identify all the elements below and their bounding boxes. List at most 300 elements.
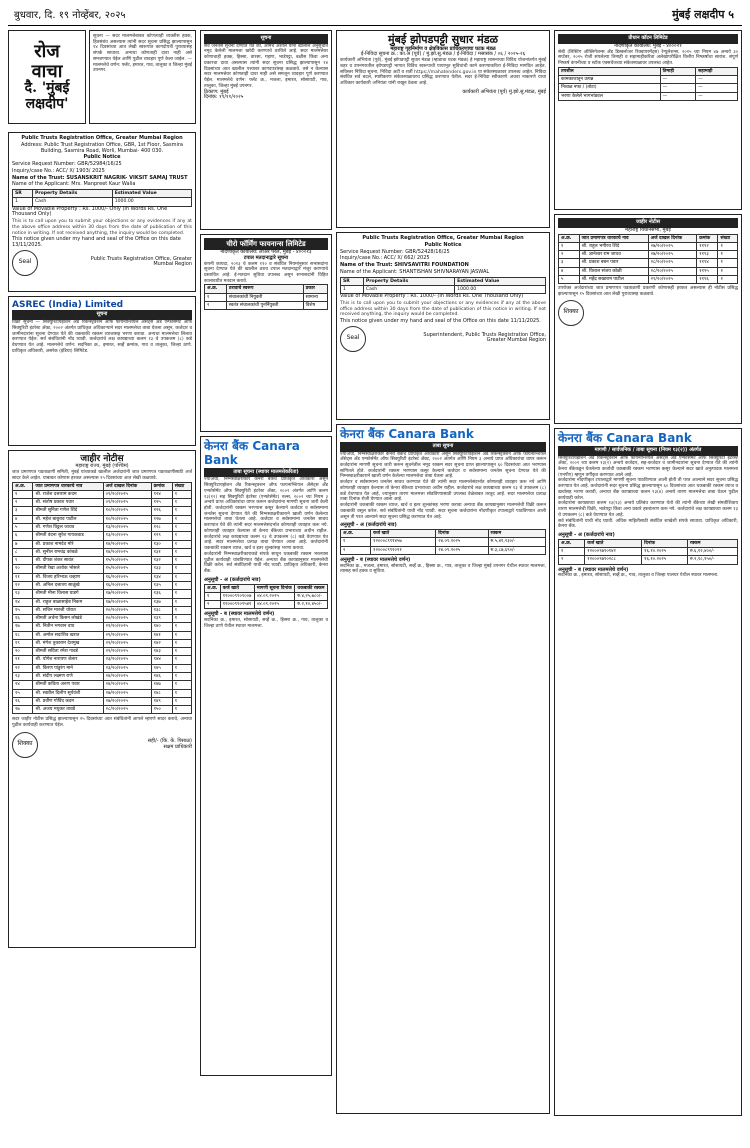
notice-title: Public Notice [424, 241, 462, 248]
table-header: प्रकार [303, 285, 327, 293]
table-cell: २९/१०/२०२५ [648, 275, 697, 283]
table-cell: ०४.०९.२०२५ [254, 592, 294, 600]
table-cell: श्री. राजेश दत्ताराम कदम [33, 490, 103, 498]
table-cell: श्रीमती रेखा अशोक भोसले [33, 565, 103, 573]
table-cell: २ [341, 546, 371, 554]
table-cell: श्री. सुनील रामचंद्र कांबळे [33, 548, 103, 556]
table-cell: ३ [559, 259, 580, 267]
table-cell: ४ [13, 515, 33, 523]
table-header: कर्ज खाते [371, 530, 436, 538]
applicant-row [559, 259, 738, 267]
zopadpatti-notice: मुंबई झोपडपट्टी सुधार मंडळ महाराष्ट्र गृहनिर्माण व क्षेत्रविकास प्राधिकरणाचा घटक मंडळ ई-निविदा सूचना क्र.: का.अ (पूर्व) / मुं.झो.सु.मंडळ / ई-निविदा / मसासंक / ०६ / २०२५-२६ कार्यकारी अभियंता (पूर्व), मुंबई झोपडपट्टी सुधार मंडळ (म्हाडाचा घटक मंडळ) हे महाराष्ट्र शासनाच्या विविध योजनांतर्गत मुंबई शहर व उपनगरातील झोपडपट्टी भागात विविध स्वरूपाची पायाभूत सुविधांची कामे करण्याकरिता ई-निविदा मागवित आहेत. सविस्तर निविदा सूचना, निविदा अटी व शर्ती https://mahatenders.gov.in या संकेतस्थळावर उपलब्ध आहेत. निविदा संबंधित सर्व बदल, स्पष्टीकरण संकेतस्थळावरच प्रसिद्ध करण्यात येतील. सदर ई-निविदा स्वीकारणे अथवा नाकारणे याचा अधिकार कार्यकारी अभियंता यांनी राखून ठेवला आहे. कार्यकारी अभियंता (पूर्व) मुं.झो.सु.मंडळ, मुंबई [336, 30, 550, 228]
table-cell: ०४.०९.२०२५ [254, 601, 294, 609]
property-table: SR Property Details Estimated Value 1 Cash 1000.00 [340, 277, 546, 295]
column-1 [8, 30, 196, 952]
public-notice-susankrit: Public Trusts Registration Office, Greater Mumbai Region Address: Public Trust Registration Office, GBR, 1st Floor, Sasmira Building, Sasmira Road, Worli, Mumbai- 400 030. Public Notice Service Request Number: GBR/52984/16/25 Inquiry/case No.: ACC/ X/ 1903/ 2025 Name of the Trust: SUSANSKRIT NAGRIK- VIKSIT SAMAJ TRUST Name of the Applicant: Mrs. Manpreet Kaur Walia SR Property Details Estimated Value 1 Cash 1000.00 Value of Movable Property : Rs. 1000/- Only (In Words Rs. One Thousand Only) This is to call upon you to submit your objections or any evidences if any at the above office address within 30 days from the date of publication of this notice in writing. If not received anything, the inquiry would be completed. This notice given under my hand and seal of the Office on this date 13/11/2025. Seal Public Trusts Registration Office, Greater Mumbai Region [8, 132, 196, 292]
table-header: अ.क्र. [205, 584, 221, 592]
table-cell: ९ [13, 557, 33, 565]
table-cell: १ [718, 275, 738, 283]
table-cell: ४ [559, 267, 580, 275]
canara-right-anusuchi-a: अनुसूची - अ (कर्जदारांचे नाव) [558, 532, 615, 539]
table-cell: १८ [13, 631, 33, 639]
table-cell: १६/१०/२०२५ [103, 581, 151, 589]
table-cell: श्री. राहुल भगीरथ शिंदे [579, 242, 648, 250]
jahir-right-seal: शिक्का [558, 300, 584, 326]
table-cell: ०९/१०/२०२५ [103, 499, 151, 507]
canara-right-bar: मागणी / सार्वजनिक / ताबा सूचना (नियम १३(२)) अंतर्गत [558, 446, 738, 456]
issued-line: This notice given under my hand and seal of the Office on this date 11/11/2025. [340, 318, 541, 325]
canara-center-table [340, 529, 546, 555]
table-cell: १ [172, 631, 191, 639]
jahir-sign: सही/- (कि. के. पिसाळ) [147, 738, 192, 745]
jahir-notice-left: जाहीर नोटीस महाराष्ट्र राज्य, मुंबई (पश्चिम) जात प्रमाणपत्र पडताळणी समिती, मुंबई यांच्याकडे खालील अर्जदारांनी जात प्रमाणपत्र पडताळणीसाठी अर्ज सादर केले आहेत. याबाबत कोणास हरकत असल्यास १५ दिवसांच्या आत लेखी कळवावे. अ.क्र. जात प्रमाणपत्र धारकाचे नाव अर्ज दाखल दिनांक क्रमांक संख्या १ श्री. राजेश दत्ताराम कदम ०९/१०/२०२५ १२४ १ २ श्री. संतोष प्रकाश पवार ०९/१०/२०२५ १२५ १ ३ श्रीमती सुनिता गणेश शिंदे १०/१०/२०२५ १२६ १ ४ श्री. महेश बाबुराव पाटील १०/१०/२०२५ १२७ १ ५ श्री. गणेश विठ्ठल जाधव १३/१०/२०२५ १२८ १ ६ श्रीमती वंदना सुरेश गायकवाड १३/१०/२०२५ १२९ १ ७ श्री. प्रकाश नामदेव मोरे १४/१०/२०२५ १३० १ ८ श्री. सुनील रामचंद्र कांबळे १४/१०/२०२५ १३१ १ ९ श्री. दीपक शंकर सावंत १५/१०/२०२५ १३२ १ १० श्रीमती रेखा अशोक भोसले १५/१०/२०२५ १३३ १ ११ श्री. विजय हरिभाऊ चव्हाण १६/१०/२०२५ १३४ १ १२ श्री. अनिल दत्तात्रय साळुंखे १६/१०/२०२५ १३५ १ १३ श्रीमती मीना विलास घाडगे १७/१०/२०२५ १३६ १ १४ श्री. राहुल बाळासाहेब निकम १७/१०/२०२५ १३७ १ १५ श्री. सचिन मारुती थोरात २०/१०/२०२५ १३८ १ १६ श्रीमती अर्चना किसन लोखंडे २०/१०/२०२५ १३९ १ १७ श्री. नितीन भगवान वाघ २१/१०/२०२५ १४० १ १८ श्री. अमोल सदाशिव खरात २१/१०/२०२५ १४१ १ १९ श्री. मंगेश तुकाराम देशमुख २२/१०/२०२५ १४२ १ २० श्रीमती सविता रमेश गावडे २२/१०/२०२५ १४३ १ २१ श्री. योगेश नारायण शेलार २३/१०/२०२५ १४४ १ २२ श्री. किरण पांडुरंग माने २३/१०/२०२५ १४५ १ २३ श्री. संदीप लक्ष्मण राणे २४/१०/२०२५ १४६ १ २४ श्रीमती कविता अरुण पवार २४/१०/२०२५ १४७ १ २५ श्री. स्वप्नील दिलीप सूर्यवंशी २७/१०/२०२५ १४८ १ २६ श्री. प्रवीण गोविंद कदम २७/१०/२०२५ १४९ १ २७ श्री. अजय मधुकर तावडे २८/१०/२०२५ १५० १ सदर जाहीर नोटीस प्रसिद्ध झाल्यापासून १५ दिवसांच्या आत संबंधितांनी आपले म्हणणे सादर करावे, अन्यथा पुढील कार्यवाही करण्यात येईल. शिक्का सही/- (कि. के. पिसाळ) सक्षम प्राधिकारी [8, 450, 196, 948]
table-cell: १ [172, 656, 191, 664]
table-cell: १४५ [151, 664, 172, 672]
table-cell: २३/१०/२०२५ [103, 664, 151, 672]
inquiry-number: Inquiry/case No.: ACC/ X/ 662/ 2025 [340, 255, 430, 262]
table-cell: रु.३,८७,६९०/- [488, 546, 545, 554]
applicant-row [13, 689, 192, 697]
table-cell: १०/१०/२०२५ [103, 507, 151, 515]
canara-mid-anusuchi-a: अनुसूची - अ (कर्जदारांचे नाव) [204, 576, 261, 583]
table-header: अ.क्र. [559, 234, 580, 242]
pridhan-subtitle: नोंदणीकृत कार्यालय: मुंबई - ४०००२१ [614, 42, 682, 49]
table-cell: २७/१०/२०२५ [103, 697, 151, 705]
table-cell: ८ [13, 548, 33, 556]
seal-stamp: Seal [12, 250, 38, 276]
applicant-row [13, 631, 192, 639]
table-cell: १० [13, 565, 33, 573]
canara-center-bar: ताबा सूचना [340, 442, 546, 452]
table-cell: श्री. संदीप लक्ष्मण राणे [33, 673, 103, 681]
table-header: क्रमांक [151, 482, 172, 490]
table-cell: १६.१०.२०२५ [642, 556, 688, 564]
table-header: संख्या [718, 234, 738, 242]
table-cell: १२०००९९०९००७ [220, 592, 254, 600]
notice-title: Public Notice [83, 154, 121, 161]
table-cell: १ [172, 523, 191, 531]
applicant-row [13, 573, 192, 581]
table-cell: श्री. विजय हरिभाऊ चव्हाण [33, 573, 103, 581]
canara-mid-anusuchi-b: अनुसूची - ब (स्थावर मालमत्तेचे वर्णन) [204, 611, 275, 618]
applicant-row [559, 275, 738, 283]
table-cell: १६.१०.२०२५ [642, 548, 688, 556]
movable-value: Value of Movable Property : Rs. 1000/- Only (In Words Rs. One Thousand Only) [12, 205, 168, 218]
table-cell: १ [172, 499, 191, 507]
table-header: कर्ज खाते [220, 584, 254, 592]
promo-area [8, 30, 196, 128]
table-cell: श्री. प्रकाश बबन पवार [579, 259, 648, 267]
table-cell: ११९४ [697, 259, 718, 267]
table-cell: ११९६ [697, 275, 718, 283]
table-cell: १३५ [151, 581, 172, 589]
table-cell: रु.२,९८,१५०/- [687, 556, 737, 564]
table-cell: १ [172, 515, 191, 523]
small-notice-top: सूचना — सदर मालमत्तेबाबत कोणत्याही व्यक्तीस हक्क, हितसंबंध असल्यास त्यांनी सदर सूचना प्रसिद्ध झाल्यापासून १४ दिवसांच्या आत लेखी स्वरूपात कागदोपत्री पुराव्यासह संपर्क साधावा. अन्यथा कोणताही दावा नाही असे समजण्यात येईल आणि पुढील व्यवहार पूर्ण केला जाईल. — मालमत्तेचे वर्णन: फ्लॅट, इमारत, गाव, तालुका व जिल्हा मुंबई उपनगर. [89, 30, 196, 124]
trust-name: Name of the Trust: SUSANSKRIT NAGRIK- VIKSIT SAMAJ TRUST [12, 174, 188, 181]
table-cell: १ [172, 507, 191, 515]
table-cell: ११९५ [697, 267, 718, 275]
table-cell: श्रीमती सविता रमेश गावडे [33, 648, 103, 656]
table-cell: श्रीमती अर्चना किसन लोखंडे [33, 615, 103, 623]
table-cell: १ [172, 615, 191, 623]
table-cell: १२०००८९९१४५७ [371, 538, 436, 546]
applicant-row [13, 490, 192, 498]
table-cell: १५ [13, 606, 33, 614]
table-cell: १२ [13, 581, 33, 589]
table-cell: १ [718, 267, 738, 275]
table-cell: १ [13, 490, 33, 498]
table-cell: १२०००८९९२०११ [371, 546, 436, 554]
table-cell: २४.०९.२०२५ [436, 546, 488, 554]
table-cell: रु.४,२५,७८०/- [295, 592, 328, 600]
applicant-row [13, 581, 192, 589]
jahir-right-title: जाहीर नोटीस [558, 218, 738, 228]
applicant-row [13, 548, 192, 556]
applicant-row [13, 681, 192, 689]
office-name: Public Trusts Registration Office, Greater Mumbai Region [362, 235, 524, 241]
pridhan-results-table: तपशील तिमाही सहामाही कामकाजातून उत्पन्न — — निव्वळ नफा / (तोटा) — — भरणा केलेले भागभांडवल — — [558, 67, 738, 101]
promo-box [8, 30, 86, 124]
table-cell: १४० [151, 623, 172, 631]
table-cell: १२९ [151, 532, 172, 540]
applicant-row [13, 664, 192, 672]
table-cell: १४ [13, 598, 33, 606]
cheering-name: चीरो फॉर्मिंग फायनान्स लिमिटेड [204, 238, 328, 250]
promo-line-1: रोज [34, 40, 60, 62]
table-cell: २०/१०/२०२५ [103, 615, 151, 623]
jahir-office: महाराष्ट्र राज्य, मुंबई (पश्चिम) [75, 463, 129, 470]
loan-row [559, 548, 738, 556]
table-cell: १ [341, 538, 371, 546]
table-cell: १ [559, 242, 580, 250]
applicant-row [13, 540, 192, 548]
table-cell: १७/१०/२०२५ [103, 590, 151, 598]
table-cell: १५० [151, 706, 172, 714]
table-cell: ७ [13, 540, 33, 548]
table-cell: १ [172, 623, 191, 631]
table-cell: रु.६,१२,४००/- [687, 548, 737, 556]
loan-row [559, 556, 738, 564]
canara-right-notice: केनरा बैंक Canara Bank मागणी / सार्वजनिक / ताबा सूचना (नियम १३(२)) अंतर्गत सिक्युरिटायझेशन अँड रिकन्स्ट्रक्शन ऑफ फायनान्शियल ॲसेट्स अँड एन्फोर्समेंट ऑफ सिक्युरिटी इंटरेस्ट ॲक्ट, २००२ च्या कलम १३(२) अन्वये कर्जदार, सह-कर्जदार व जामीनदारांना सूचना देण्यात येते की त्यांनी केनरा बँकेकडून घेतलेल्या कर्जाची थकबाकी रक्कम भरण्यास कसूर केल्याने सदर खाते अनुत्पादक मालमत्ता (एनपीए) म्हणून वर्गीकृत करण्यात आले आहे. कर्जदारांना नोंदणीकृत टपालाद्वारे मागणी सूचना पाठविण्यात आली होती ती परत आल्याने सदर सूचना प्रसिद्ध करण्यात येत आहे. कर्जदारांनी सदर सूचना प्रसिद्ध झाल्यापासून ६० दिवसांच्या आत थकबाकी रक्कम व्याज व खर्चासह भरणा करावी, अन्यथा बँक कायद्याच्या कलम १३(४) अन्वये तारण मालमत्तेचा ताबा घेऊन पुढील कार्यवाही करेल. कर्जदारांना कायद्याच्या कलम १३(१३) अन्वये प्रतिबंध करण्यात येतो की त्यांनी बँकेच्या लेखी संमतीशिवाय तारण मालमत्तेची विक्री, भाडेपट्टा किंवा अन्य प्रकारे हस्तांतरण करू नये. कर्जदारांचे लक्ष कायद्याच्या कलम १३ चे उपकलम (८) कडे वेधण्यात येत आहे. सर्व संबंधितांनी याची नोंद घ्यावी. अधिक माहितीसाठी संबंधित शाखेशी संपर्क साधावा. प्राधिकृत अधिकारी, केनरा बँक. अनुसूची - अ (कर्जदारांचे नाव) अ.क्र. कर्ज खाते दिनांक रक्कम १ १२०००९७९०१४२ १६.१०.२०२५ रु.६,१२,४००/- २ १२०००९७९०२८८ १६.१०.२०२५ रु.२,९८,१५०/- अनुसूची - ब (स्थावर मालमत्तेचे वर्णन) सदनिका क्र., इमारत, सोसायटी, सर्व्हे क्र., गाव, तालुका व जिल्हा पालघर येथील स्थावर मालमत्ता. [554, 428, 742, 1116]
table-cell: श्री. योगेश नारायण शेलार [33, 656, 103, 664]
table-cell: १२५ [151, 499, 172, 507]
table-cell: १ [172, 706, 191, 714]
cheering-table [204, 284, 328, 310]
table-cell: २ [559, 556, 585, 564]
table-cell: श्री. किरण पांडुरंग माने [33, 664, 103, 672]
table-header: अ.क्र. [559, 539, 585, 547]
table-cell: १ [172, 689, 191, 697]
table-cell: १३९ [151, 615, 172, 623]
pridhan-notice: प्रीधान कॉटन लिमिटेड नोंदणीकृत कार्यालय: मुंबई - ४०००२१ सेबी (लिस्टिंग ऑब्लिगेशन्स अँड डिस्क्लोजर रिक्वायरमेंट्स) रेग्युलेशन्स, २०१५ च्या नियम ४७ अन्वये ३० सप्टेंबर, २०२५ रोजी संपलेल्या तिमाही व सहामाहीकरिता अलेखापरीक्षित वित्तीय निष्कर्षांचा सारांश. संपूर्ण निष्कर्ष कंपनीच्या व स्टॉक एक्सचेंजच्या संकेतस्थळावर उपलब्ध आहेत. तपशील तिमाही सहामाही कामकाजातून उत्पन्न — — निव्वळ नफा / (तोटा) — — भरणा केलेले भागभांडवल — — [554, 30, 742, 210]
applicant-row [13, 557, 192, 565]
table-cell: २८/१०/२०२५ [103, 706, 151, 714]
asrec-logo: ASREC (India) Limited [12, 300, 124, 310]
table-cell: १७/१०/२०२५ [103, 598, 151, 606]
table-cell: २२ [13, 664, 33, 672]
cheering-address: नोंदणीकृत कार्यालय: लोअर परेल, मुंबई - ४०००१३ [220, 249, 312, 256]
table-cell: ३ [13, 507, 33, 515]
table-cell: १ [718, 259, 738, 267]
table-cell: १ [559, 548, 585, 556]
table-cell: १३/१०/२०२५ [103, 523, 151, 531]
loan-row [205, 601, 328, 609]
jahir-sign-office: सक्षम प्राधिकारी [163, 743, 192, 750]
table-cell: रु.५,४१,२३०/- [488, 538, 545, 546]
table-cell: श्रीमती सुनिता गणेश शिंदे [33, 507, 103, 515]
applicant-row [13, 507, 192, 515]
table-header: रक्कम [687, 539, 737, 547]
table-header: कर्ज खाते [585, 539, 642, 547]
table-cell: २२/१०/२०२५ [103, 639, 151, 647]
table-cell: १४१ [151, 631, 172, 639]
applicant-row [13, 673, 192, 681]
table-cell: ०९/१०/२०२५ [103, 490, 151, 498]
table-cell: सामान्य [303, 293, 327, 301]
public-notice-shivsavitri: Public Trusts Registration Office, Greater Mumbai Region Public Notice Service Request Number: GBR/52428/16/25 Inquiry/case No.: ACC/ X/ 662/ 2025 Name of the Trust: SHIVSAVITRI FOUNDATION Name of the Applicant: SHANTISHAN SHIVNARAYAN JASWAL SR Property Details Estimated Value 1 Cash 1000.00 Value of Movable Property : Rs. 1000/- (In Words Rs. One Thousand Only) This is to call upon you to submit your objections or any evidences if any at the above office address within 30 days from the date of publication of this notice in writing. If not received anything, the inquiry would be completed. This notice given under my hand and seal of the Office on this date 11/11/2025. Seal Superintendent, Public Trusts Registration Office, Greater Mumbai Region [336, 232, 550, 420]
table-cell: २४.०९.२०२५ [436, 538, 488, 546]
table-cell: २ [205, 302, 227, 310]
table-cell: श्रीमती वंदना सुरेश गायकवाड [33, 532, 103, 540]
signoff: Superintendent, Public Trusts Registration Office, Greater Mumbai Region [423, 331, 546, 344]
table-cell: २८/१०/२०२५ [648, 267, 697, 275]
table-cell: १६/१०/२०२५ [103, 573, 151, 581]
table-cell: १४९ [151, 697, 172, 705]
applicant-name: Name of the Applicant: SHANTISHAN SHIVNARAYAN JASWAL [340, 268, 490, 275]
table-cell: २३/१०/२०२५ [103, 656, 151, 664]
table-cell: १५/१०/२०२५ [103, 565, 151, 573]
zopadpatti-title: मुंबई झोपडपट्टी सुधार मंडळ [388, 33, 498, 46]
table-cell: श्री. सचिन मारुती थोरात [33, 606, 103, 614]
applicant-row [13, 606, 192, 614]
table-cell: २०/१०/२०२५ [103, 606, 151, 614]
issued-line: This notice given under my hand and seal of the Office on this date 13/11/2025. [12, 236, 181, 249]
table-cell: १४६ [151, 673, 172, 681]
table-cell: १ [172, 490, 191, 498]
table-cell: ११ [13, 573, 33, 581]
zopadpatti-subtitle: महाराष्ट्र गृहनिर्माण व क्षेत्रविकास प्राधिकरणाचा घटक मंडळ [390, 45, 496, 52]
table-cell: २४ [13, 681, 33, 689]
promo-line-4: लक्षदीप' [25, 95, 69, 112]
table-cell: १ [172, 697, 191, 705]
table-cell: १६ [13, 615, 33, 623]
column-2 [200, 30, 332, 1080]
applicant-row [13, 648, 192, 656]
table-cell: १ [172, 565, 191, 573]
office-address: Address: Public Trust Registration Office, GBR, 1st Floor, Sasmira Building, Sasmira Road, Worli, Mumbai- 400 030. [21, 141, 183, 154]
table-cell: १४२ [151, 639, 172, 647]
table-header: अ.क्र. [341, 530, 371, 538]
table-cell: श्री. अनिल दत्तात्रय साळुंखे [33, 581, 103, 589]
applicant-row [13, 499, 192, 507]
table-cell: विशेष [303, 302, 327, 310]
table-cell: १४/१०/२०२५ [103, 540, 151, 548]
applicant-row [13, 523, 192, 531]
table-cell: श्री. गणेश विठ्ठल जाधव [33, 523, 103, 531]
property-table: SR Property Details Estimated Value 1 Cash 1000.00 [12, 189, 192, 207]
table-cell: श्रीमती कविता अरुण पवार [33, 681, 103, 689]
table-cell: २ [205, 601, 221, 609]
table-cell: १२०००९७९०२८८ [585, 556, 642, 564]
table-cell: १३३ [151, 565, 172, 573]
table-header: दिनांक [642, 539, 688, 547]
jahir-right-office: महाराष्ट्र विधानसभा, मुंबई [625, 226, 671, 233]
table-cell: १२०००९९०९५४१ [220, 601, 254, 609]
table-cell: १३४ [151, 573, 172, 581]
canara-logo: केनरा बैंक Canara Bank [558, 431, 692, 445]
table-cell: १४४ [151, 656, 172, 664]
office-name: Public Trusts Registration Office, Greater Mumbai Region [21, 135, 183, 141]
canara-center-notice: केनरा बैंक Canara Bank ताबा सूचना ज्याअर्थी, निम्नस्वाक्षरीकार केनरा बँकेचे प्राधिकृत अधिकारी असून सिक्युरिटायझेशन अँड रिकन्स्ट्रक्शन ऑफ फायनान्शियल ॲसेट्स अँड एन्फोर्समेंट ऑफ सिक्युरिटी इंटरेस्ट ॲक्ट, २००२ अंतर्गत आणि नियम ३ अन्वये प्राप्त अधिकारांचा वापर करून कर्जदारांना मागणी सूचना जारी करून सूचनेतील नमूद रक्कम सदर सूचना प्राप्त झाल्यापासून ६० दिवसांच्या आत भरण्यास सांगितले होते. कर्जदारांनी रक्कम भरण्यास कसूर केल्याने कर्जदार व सर्वसामान्य जनतेस सूचना देण्यात येते की निम्नस्वाक्षरीकाराने खाली वर्णन केलेल्या मालमत्तेचा ताबा घेतला आहे. कर्जदार व सर्वसामान्य जनतेस सावध करण्यात येते की त्यांनी सदर मालमत्तेसंदर्भात कोणताही व्यवहार करू नये आणि कोणताही व्यवहार केल्यास तो केनरा बँकेच्या प्रभाराच्या अधीन राहील. कर्जदारांचे लक्ष कायद्याच्या कलम १३ चे उपकलम (८) कडे वेधण्यात येत आहे, ज्यानुसार तारण मालमत्ता सोडविण्यासाठी उपलब्ध वेळेबाबत तरतूद आहे. सदर मालमत्तेचा प्रत्यक्ष ताबा दिनांक रोजी घेण्यात आला आहे. कर्जदारांनी थकबाकी रक्कम व्याज, खर्च व इतर शुल्कांसह भरणा करावा अन्यथा बँक कायद्यानुसार मालमत्तेची विक्री करून थकबाकी वसूल करेल. सर्व संबंधितांनी याची नोंद घ्यावी. सदर सूचना कर्जदारांना नोंदणीकृत टपालाद्वारे पाठविण्यात आली असून ती परत आल्याने सदर सूचना प्रसिद्ध करण्यात येत आहे. अनुसूची - अ (कर्जदारांचे नाव) अ.क्र. कर्ज खाते दिनांक रक्कम १ १२०००८९९१४५७ २४.०९.२०२५ रु.५,४१,२३०/- २ १२०००८९९२०११ २४.०९.२०२५ रु.३,८७,६९०/- अनुसूची - ब (स्थावर मालमत्तेचे वर्णन) सदनिका क्र., मजला, इमारत, सोसायटी, सर्व्हे क्र., हिस्सा क्र., गाव, तालुका व जिल्हा मुंबई उपनगर येथील स्थावर मालमत्ता, त्यासह सर्व हक्क व सुविधा. [336, 424, 550, 1114]
table-cell: १३ [13, 590, 33, 598]
applicant-row [13, 532, 192, 540]
zopadpatti-sign: कार्यकारी अभियंता (पूर्व) मुं.झो.सु.मंडळ, मुंबई [462, 88, 546, 95]
table-cell: २८/१०/२०२५ [648, 259, 697, 267]
table-cell: ५ [559, 275, 580, 283]
table-cell: १९ [13, 639, 33, 647]
table-header: अर्ज दाखल दिनांक [648, 234, 697, 242]
jahir-notice-right: जाहीर नोटीस महाराष्ट्र विधानसभा, मुंबई अ.क्र. जात प्रमाणपत्र धारकाचे नाव अर्ज दाखल दिनांक क्रमांक संख्या १ श्री. राहुल भगीरथ शिंदे २७/१०/२०२५ ११९२ १ २ श्री. ज्ञानेश्वर राम जाधव २७/१०/२०२५ ११९३ १ ३ श्री. प्रकाश बबन पवार २८/१०/२०२५ ११९४ १ ४ श्री. विशाल संजय कोळी २८/१०/२०२५ ११९५ १ ५ श्री. महेंद्र सखाराम पाटील २९/१०/२०२५ ११९६ १ उपरोक्त अर्जदारांच्या जात प्रमाणपत्र पडताळणी प्रकरणी कोणासही हरकत असल्यास ही नोटीस प्रसिद्ध झाल्यापासून १५ दिवसांच्या आत लेखी पुराव्यासह कळवावे. शिक्का [554, 214, 742, 424]
loan-row [205, 592, 328, 600]
table-cell: १३७ [151, 598, 172, 606]
table-header: रक्कम [488, 530, 545, 538]
table-cell: २१ [13, 656, 33, 664]
table-cell: १ [172, 664, 191, 672]
table-cell: १ [172, 648, 191, 656]
table-cell: १ [718, 251, 738, 259]
table-cell: १३८ [151, 606, 172, 614]
canara-logo: केनरा बैंक Canara Bank [340, 427, 474, 441]
table-cell: १३१ [151, 548, 172, 556]
zopadpatti-tender: ई-निविदा सूचना क्र.: का.अ (पूर्व) / मुं.झो.सु.मंडळ / ई-निविदा / मसासंक / ०६ / २०२५-२६ [360, 51, 526, 58]
table-cell: १२८ [151, 523, 172, 531]
table-header: अ.क्र. [13, 482, 33, 490]
applicant-row [13, 515, 192, 523]
table-cell: १२६ [151, 507, 172, 515]
table-cell: श्री. प्रकाश नामदेव मोरे [33, 540, 103, 548]
loan-row [341, 546, 546, 554]
applicant-row [13, 697, 192, 705]
table-cell: श्री. दीपक शंकर सावंत [33, 557, 103, 565]
table-cell: २४/१०/२०२५ [103, 673, 151, 681]
table-cell: १७ [13, 623, 33, 631]
table-cell: श्री. महेंद्र सखाराम पाटील [579, 275, 648, 283]
table-cell: १४८ [151, 689, 172, 697]
paper-name: मुंबई लक्षदीप ५ [672, 8, 734, 21]
service-request-number: Service Request Number: GBR/52984/16/25 [12, 161, 122, 167]
table-cell: श्री. प्रवीण गोविंद कदम [33, 697, 103, 705]
table-cell: १ [205, 592, 221, 600]
table-cell: १ [172, 540, 191, 548]
table-header: ठरावाचे स्वरूप [226, 285, 303, 293]
canara-center-anusuchi-b: अनुसूची - ब (स्थावर मालमत्तेचे वर्णन) [340, 556, 411, 563]
table-cell: २७/१०/२०२५ [648, 242, 697, 250]
applicant-row [13, 615, 192, 623]
table-cell: श्रीमती मीना विलास घाडगे [33, 590, 103, 598]
issue-date: बुधवार, दि. १९ नोव्हेंबर, २०२५ [14, 10, 126, 21]
table-cell: १ [172, 598, 191, 606]
column-3 [336, 30, 550, 1118]
cheering-finance-notice: चीरो फॉर्मिंग फायनान्स लिमिटेड नोंदणीकृत कार्यालय: लोअर परेल, मुंबई - ४०००१३ टपाल मतदानाद्वारे सूचना कंपनी कायदा, २०१३ चे कलम ११० व संबंधित नियमांनुसार सभासदांना सूचना देण्यात येते की खालील ठराव टपाल मतदानाद्वारे मंजूर करण्याचे प्रस्तावित आहे. ई-मतदान सुविधा उपलब्ध असून सभासदांनी विहित कालावधीत मतदान करावे. अ.क्र. ठरावाचे स्वरूप प्रकार १ संचालकांची नियुक्ती सामान्य २ स्वतंत्र संचालकांची पुनर्नियुक्ती विशेष [200, 234, 332, 432]
table-cell: २७/१०/२०२५ [648, 251, 697, 259]
table-cell: १ [172, 557, 191, 565]
soochana-date: दिनांक: १९/११/२०२५ [204, 94, 244, 101]
table-cell: २५ [13, 689, 33, 697]
table-cell: ६ [13, 532, 33, 540]
signoff: Public Trusts Registration Office, Greater Mumbai Region [90, 255, 192, 268]
table-cell: रु.२,१०,४५०/- [295, 601, 328, 609]
promo-line-2: वाचा [31, 60, 63, 82]
table-cell: २२/१०/२०२५ [103, 648, 151, 656]
page-header [8, 6, 742, 26]
jahir-title: जाहीर नोटीस [80, 454, 124, 464]
table-cell: १ [172, 590, 191, 598]
table-cell: १ [172, 606, 191, 614]
table-header: जात प्रमाणपत्र धारकाचे नाव [33, 482, 103, 490]
table-header: दिनांक [436, 530, 488, 538]
cheering-bar: टपाल मतदानाद्वारे सूचना [243, 254, 289, 261]
applicant-row [13, 590, 192, 598]
trust-name: Name of the Trust: SHIVSAVITRI FOUNDATION [340, 262, 469, 268]
table-cell: २ [559, 251, 580, 259]
jahir-table [12, 482, 192, 715]
resolution-row [205, 293, 328, 301]
table-header: मागणी सूचना दिनांक [254, 584, 294, 592]
canara-right-table [558, 539, 738, 565]
table-cell: १ [172, 581, 191, 589]
table-cell: १ [172, 639, 191, 647]
table-cell: २ [13, 499, 33, 507]
canara-mid-bar: ताबा सूचना (स्थावर मालमत्तेकरिता) [204, 468, 328, 478]
table-header: थकबाकी रक्कम [295, 584, 328, 592]
table-cell: श्री. अजय मधुकर तावडे [33, 706, 103, 714]
table-cell: श्री. राहुल बाळासाहेब निकम [33, 598, 103, 606]
applicant-name: Name of the Applicant: Mrs. Manpreet Kaur Walia [12, 181, 136, 188]
asrec-notice: ASREC (India) Limited सूचना विक्री सूचना — सिक्युरिटायझेशन अँड रिकन्स्ट्रक्शन ऑफ फायनान्शियल ॲसेट्स अँड एन्फोर्समेंट ऑफ सिक्युरिटी इंटरेस्ट ॲक्ट, २००२ अंतर्गत प्राधिकृत अधिकाऱ्याने सदर मालमत्तेचा ताबा घेतला असून, कर्जदार व जामीनदारांना सूचना देण्यात येते की थकबाकी रक्कम व्याजासह भरणा करावा. अन्यथा मालमत्तेचा लिलाव करण्यात येईल. सर्व संबंधितांनी नोंद घ्यावी. कर्जदारांचे लक्ष कायद्याच्या कलम १३ चे उपकलम (८) कडे वेधण्यात येत आहे. मालमत्तेचे वर्णन: सदनिका क्र., इमारत, सर्व्हे क्रमांक, गाव व तालुका, जिल्हा ठाणे. प्राधिकृत अधिकारी, असरेक (इंडिया) लिमिटेड. [8, 296, 196, 446]
jahir-right-table [558, 234, 738, 285]
canara-center-anusuchi-a: अनुसूची - अ (कर्जदारांचे नाव) [340, 522, 397, 529]
table-cell: १ [172, 548, 191, 556]
table-cell: १२४ [151, 490, 172, 498]
table-cell: १३० [151, 540, 172, 548]
table-cell: २१/१०/२०२५ [103, 623, 151, 631]
pridhan-title: प्रीधान कॉटन लिमिटेड [558, 34, 738, 44]
table-cell: १३६ [151, 590, 172, 598]
inquiry-number: Inquiry/case No.: ACC/ X/ 1903/ 2025 [12, 167, 105, 174]
table-cell: ५ [13, 523, 33, 531]
applicant-row [559, 242, 738, 250]
table-cell: संचालकांची नियुक्ती [226, 293, 303, 301]
table-cell: ११९३ [697, 251, 718, 259]
table-cell: १५/१०/२०२५ [103, 557, 151, 565]
applicant-row [559, 267, 738, 275]
table-cell: श्री. संतोष प्रकाश पवार [33, 499, 103, 507]
soochana-title: सूचना [204, 34, 328, 44]
canara-mid-table [204, 584, 328, 610]
applicant-row [13, 565, 192, 573]
table-cell: श्री. मंगेश तुकाराम देशमुख [33, 639, 103, 647]
table-cell: १ [718, 242, 738, 250]
applicant-row [559, 251, 738, 259]
table-header: जात प्रमाणपत्र धारकाचे नाव [579, 234, 648, 242]
column-4 [554, 30, 742, 1120]
applicant-row [13, 623, 192, 631]
applicant-row [13, 598, 192, 606]
table-cell: १३२ [151, 557, 172, 565]
loan-row [341, 538, 546, 546]
table-cell: २७/१०/२०२५ [103, 689, 151, 697]
